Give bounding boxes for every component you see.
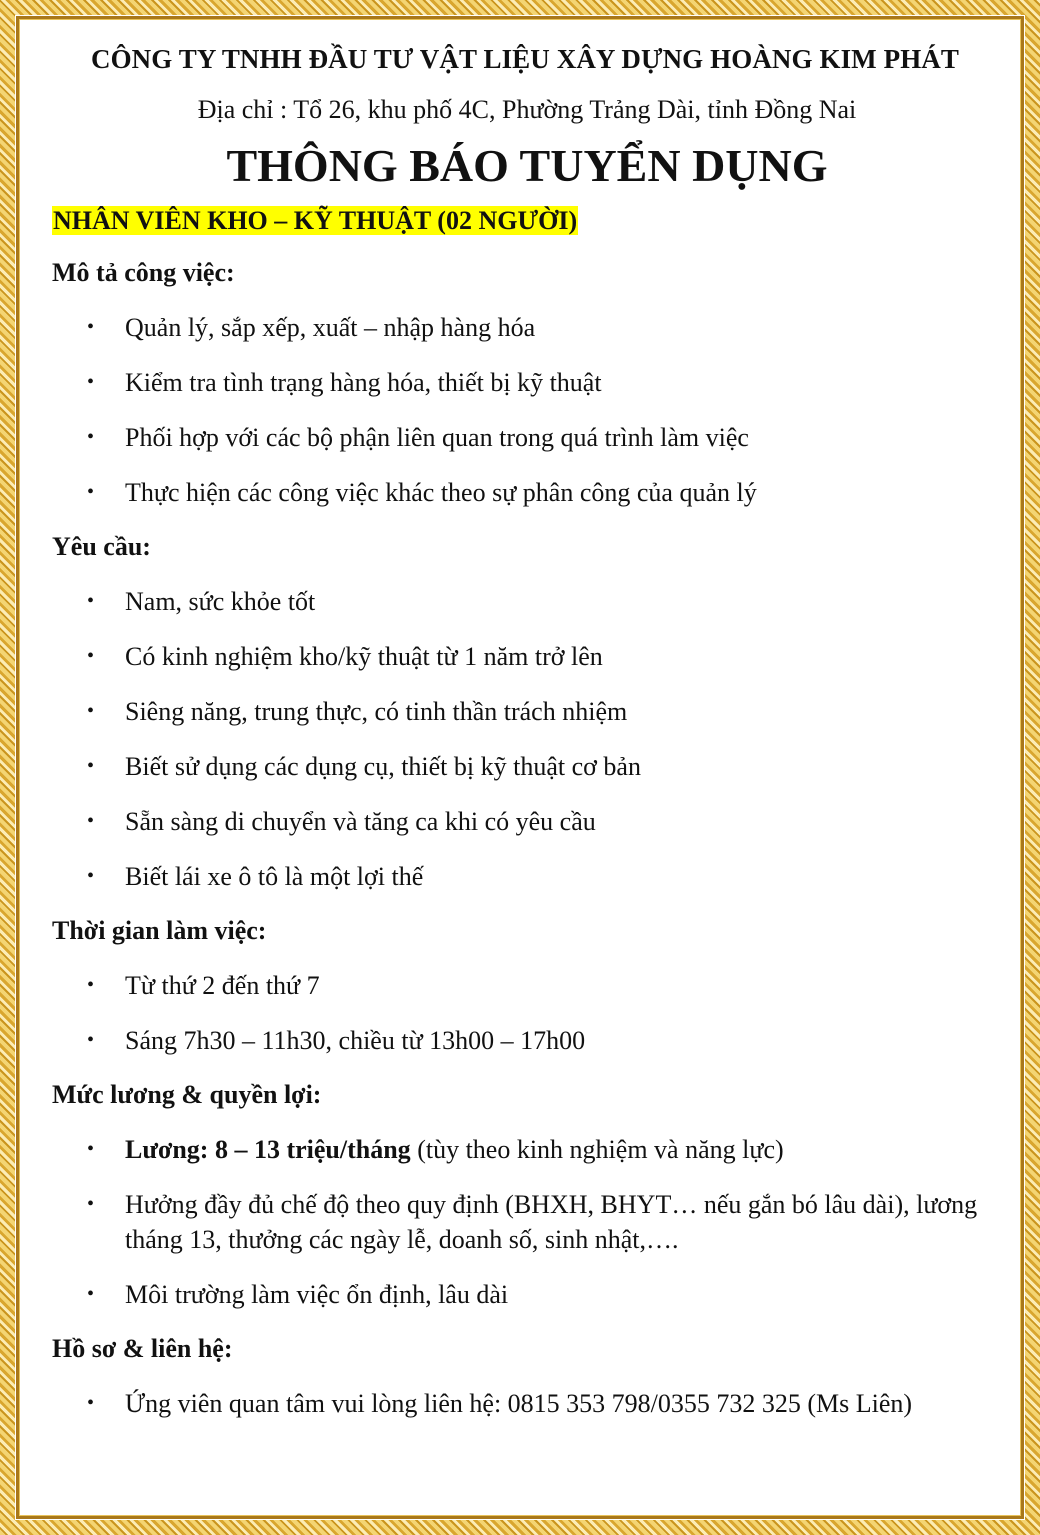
list-item (52, 1187, 1002, 1257)
list-item (52, 804, 1002, 839)
description-list (52, 310, 1002, 510)
list-item (52, 1386, 1002, 1421)
list-item-text: Biết lái xe ô tô là một lợi thế (125, 862, 424, 891)
list-item (52, 310, 1002, 345)
hours-list (52, 968, 1002, 1058)
list-item-text: Thực hiện các công việc khác theo sự phân công của quản lý (125, 478, 757, 507)
list-item-text: Môi trường làm việc ổn định, lâu dài (125, 1280, 509, 1309)
list-item (52, 639, 1002, 674)
company-address: Địa chỉ : Tổ 26, khu phố 4C, Phường Trảng Dài, tỉnh Đồng Nai (197, 95, 857, 124)
list-item (52, 584, 1002, 619)
bullet-icon: • (87, 590, 95, 612)
bullet-icon: • (87, 316, 95, 338)
list-item-text: Sáng 7h30 – 11h30, chiều từ 13h00 – 17h00 (125, 1026, 586, 1055)
list-item (52, 365, 1002, 400)
list-item-text: Kiểm tra tình trạng hàng hóa, thiết bị kỹ thuật (125, 368, 602, 397)
list-item (52, 1277, 1002, 1312)
notice-content (52, 40, 1002, 1421)
section-title-hours: Thời gian làm việc: (52, 916, 267, 945)
salary-note: (tùy theo kinh nghiệm và năng lực) (410, 1135, 784, 1164)
bullet-icon: • (87, 1193, 95, 1215)
list-item-text: Nam, sức khỏe tốt (125, 587, 316, 616)
section-title-benefits: Mức lương & quyền lợi: (52, 1080, 322, 1109)
contact-list (52, 1386, 1002, 1421)
section-title-contact: Hồ sơ & liên hệ: (52, 1334, 233, 1363)
list-item-text: Biết sử dụng các dụng cụ, thiết bị kỹ thuật cơ bản (125, 752, 641, 781)
position-title (52, 206, 1002, 236)
section-title-description: Mô tả công việc: (52, 258, 235, 287)
list-item-text: Phối hợp với các bộ phận liên quan trong quá trình làm việc (125, 423, 749, 452)
bullet-icon: • (87, 810, 95, 832)
list-item (52, 968, 1002, 1003)
list-item (52, 859, 1002, 894)
list-item (52, 1023, 1002, 1058)
bullet-icon: • (87, 426, 95, 448)
bullet-icon: • (87, 974, 95, 996)
bullet-icon: • (87, 700, 95, 722)
benefits-list (52, 1132, 1002, 1312)
requirements-list (52, 584, 1002, 894)
list-item (52, 475, 1002, 510)
bullet-icon: • (87, 1283, 95, 1305)
notice-title: THÔNG BÁO TUYỂN DỤNG (226, 140, 828, 191)
list-item (52, 694, 1002, 729)
bullet-icon: • (87, 1138, 95, 1160)
bullet-icon: • (87, 481, 95, 503)
list-item (52, 749, 1002, 784)
contact-text: Ứng viên quan tâm vui lòng liên hệ: 0815 353 798/0355 732 325 (Ms Liên) (125, 1389, 913, 1418)
bullet-icon: • (87, 645, 95, 667)
list-item (52, 420, 1002, 455)
list-item-text: Có kinh nghiệm kho/kỹ thuật từ 1 năm trở lên (125, 642, 603, 671)
salary-item (52, 1132, 1002, 1167)
bullet-icon: • (87, 371, 95, 393)
list-item-text: Hưởng đầy đủ chế độ theo quy định (BHXH, BHYT… nếu gắn bó lâu dài), lương tháng 13, thưởng các ngày lễ, doanh số, sinh nhật,…. (125, 1190, 978, 1254)
bullet-icon: • (87, 1392, 95, 1414)
bullet-icon: • (87, 865, 95, 887)
bullet-icon: • (87, 1029, 95, 1051)
company-name: CÔNG TY TNHH ĐẦU TƯ VẬT LIỆU XÂY DỰNG HOÀNG KIM PHÁT (90, 44, 960, 74)
bullet-icon: • (87, 755, 95, 777)
list-item-text: Sẵn sàng di chuyển và tăng ca khi có yêu cầu (125, 807, 596, 836)
salary-range: Lương: 8 – 13 triệu/tháng (125, 1135, 411, 1164)
position-highlight: NHÂN VIÊN KHO – KỸ THUẬT (02 NGƯỜI) (53, 206, 578, 235)
list-item-text: Quản lý, sắp xếp, xuất – nhập hàng hóa (125, 313, 536, 342)
section-title-requirements: Yêu cầu: (52, 532, 151, 561)
list-item-text: Siêng năng, trung thực, có tinh thần trách nhiệm (125, 697, 628, 726)
list-item-text: Từ thứ 2 đến thứ 7 (125, 971, 320, 1000)
